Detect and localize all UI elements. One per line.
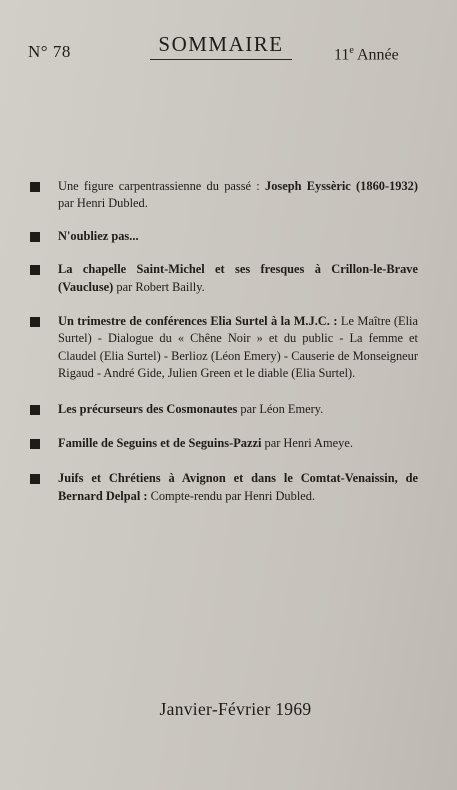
toc-entry-title: Famille de Seguins et de Seguins-Pazzi <box>58 436 262 451</box>
year-label <box>334 45 399 64</box>
toc-entry-6 <box>30 435 418 452</box>
square-bullet-icon <box>30 182 40 192</box>
issue-number: N° 78 <box>28 42 71 61</box>
square-bullet-icon <box>30 317 40 327</box>
square-bullet-icon <box>30 265 40 275</box>
toc-entry-title: Les précurseurs des Cosmonautes <box>58 401 238 416</box>
square-bullet-icon <box>30 232 40 242</box>
table-of-contents <box>30 178 418 520</box>
toc-entry-author: par Henri Ameye. <box>261 436 353 451</box>
toc-entry-3 <box>30 261 418 296</box>
toc-entry-author: Le Maître (Elia Surtel) - Dialogue du « Chêne Noir » et du public - La femme et Claudel (Elia Surtel) - Berlioz (Léon Emery) - Causerie de Monseigneur Rigaud - André Gide, Julien Green et le diable (Elia Surtel). <box>58 314 418 381</box>
toc-entry-author: par Léon Emery. <box>237 401 324 416</box>
toc-entry-title: La chapelle Saint-Michel et ses fresques à Crillon-le-Brave (Vaucluse) <box>58 262 418 294</box>
toc-entry-author: par Henri Dubled. <box>58 196 148 211</box>
toc-entry-title: Juifs et Chrétiens à Avignon et dans le Comtat-Venaissin, de Bernard Delpal : <box>58 471 418 503</box>
square-bullet-icon <box>30 405 40 415</box>
square-bullet-icon <box>30 474 40 484</box>
toc-entry-title: N'oubliez pas... <box>58 228 139 243</box>
toc-entry-1 <box>30 178 418 213</box>
toc-entry-title: Un trimestre de conférences Elia Surtel à la M.J.C. : <box>58 314 338 329</box>
year-number: 11 <box>334 46 350 64</box>
toc-entry-author: par Robert Bailly. <box>113 279 205 294</box>
toc-entry-5 <box>30 401 418 418</box>
toc-entry-author: Compte-rendu par Henri Dubled. <box>147 488 316 503</box>
issue-date: Janvier-Février 1969 <box>159 699 312 719</box>
year-word: Année <box>356 46 399 64</box>
toc-entry-text: Une figure carpentrassienne du passé : <box>58 179 265 193</box>
toc-entry-title: Joseph Eyssèric (1860-1932) <box>265 179 418 193</box>
toc-entry-2 <box>30 228 418 245</box>
toc-entry-4 <box>30 313 418 383</box>
page-title: SOMMAIRE <box>150 32 292 60</box>
year-ordinal-suffix: e <box>349 45 354 56</box>
square-bullet-icon <box>30 439 40 449</box>
toc-entry-7 <box>30 470 418 505</box>
